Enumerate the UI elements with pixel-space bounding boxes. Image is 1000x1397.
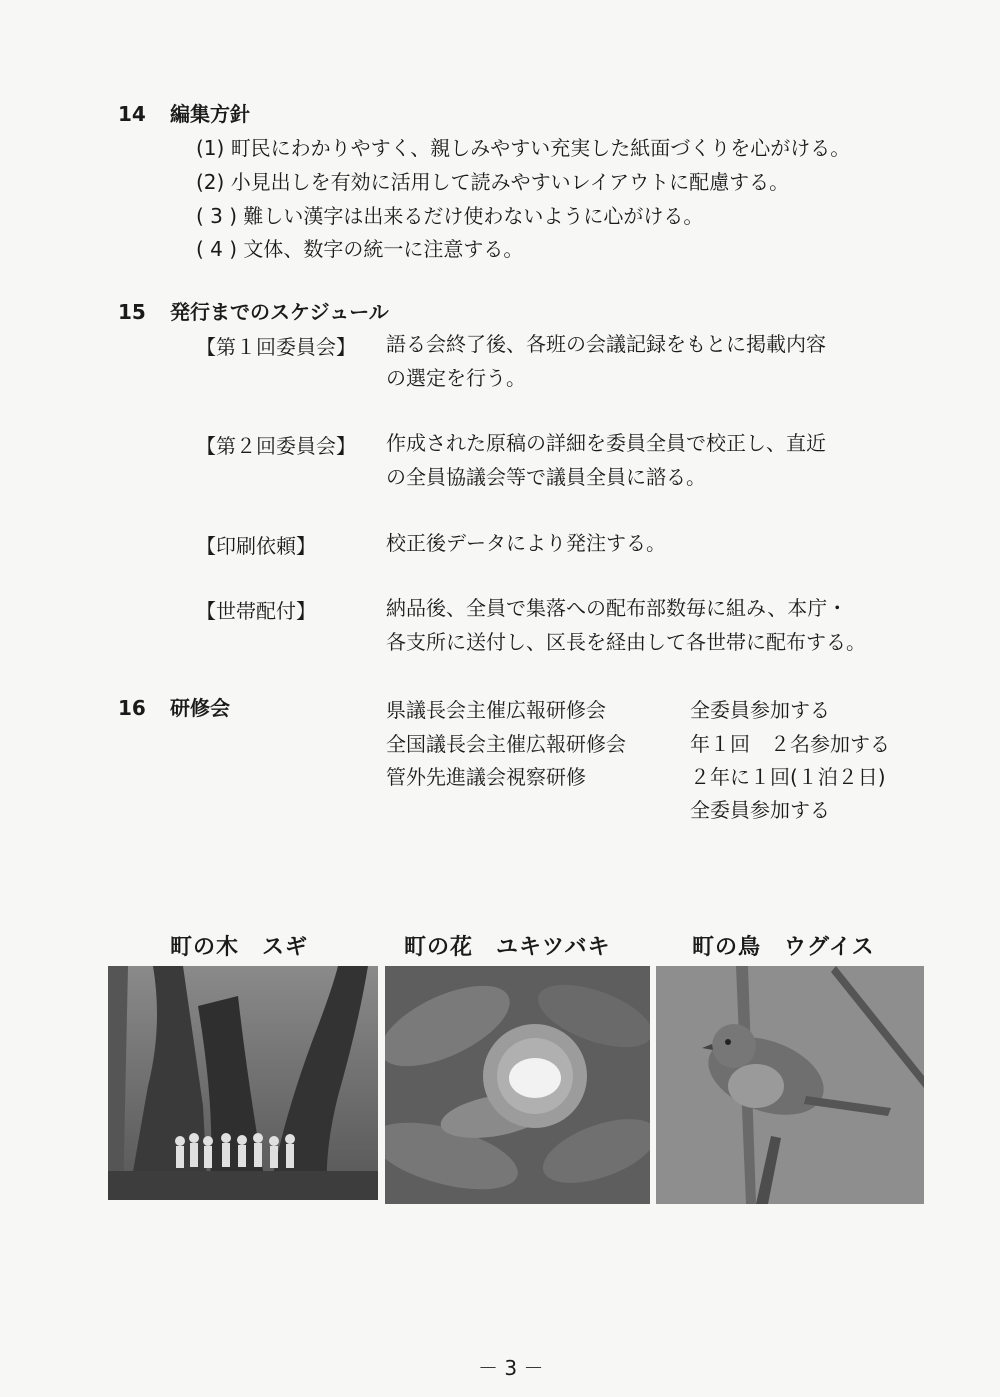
schedule-text-1 [386, 327, 866, 395]
section-15-heading [118, 296, 389, 325]
schedule-text-2 [386, 426, 866, 494]
cedar-tree-photo [108, 966, 378, 1200]
schedule-label-4: 【世帯配付】 [196, 599, 316, 623]
section-15-number: 15 [118, 300, 146, 324]
schedule-text-2-line-2: の全員協議会等で議員全員に諮る。 [386, 465, 706, 489]
schedule-label-1: 【第１回委員会】 [196, 335, 356, 359]
section-14-item-1: (1) 町民にわかりやすく、親しみやすい充実した紙面づくりを心がける。 [196, 136, 851, 160]
schedule-label-2: 【第２回委員会】 [196, 434, 356, 458]
caption-tree: 町の木 スギ [170, 935, 309, 960]
schedule-text-4-line-2: 各支所に送付し、区長を経由して各世帯に配布する。 [386, 630, 866, 654]
page-number: － 3 － [478, 1356, 544, 1380]
section-14-item-4: ( 4 ) 文体、数字の統一に注意する。 [196, 237, 524, 261]
training-name-1: 県議長会主催広報研修会 [386, 698, 606, 722]
section-16-number: 16 [118, 696, 146, 720]
training-name-2: 全国議長会主催広報研修会 [386, 732, 626, 756]
section-14-number: 14 [118, 102, 146, 126]
training-detail-3: ２年に１回(１泊２日) [690, 765, 886, 789]
schedule-text-4 [386, 591, 906, 659]
section-16-heading [118, 692, 230, 721]
section-14-heading [118, 98, 250, 127]
schedule-text-1-line-2: の選定を行う。 [386, 366, 526, 390]
schedule-label-3: 【印刷依頼】 [196, 534, 316, 558]
training-detail-1: 全委員参加する [690, 698, 830, 722]
section-16-title: 研修会 [170, 696, 230, 720]
schedule-text-2-line-1: 作成された原稿の詳細を委員全員で校正し、直近 [386, 431, 826, 455]
caption-flower: 町の花 ユキツバキ [404, 935, 611, 960]
section-14-item-2: (2) 小見出しを有効に活用して読みやすいレイアウトに配慮する。 [196, 170, 790, 194]
schedule-text-3-line-1: 校正後データにより発注する。 [386, 531, 666, 555]
section-14-title: 編集方針 [170, 102, 250, 126]
warbler-photo [656, 966, 924, 1204]
camellia-photo [385, 966, 650, 1204]
caption-bird: 町の鳥 ウグイス [692, 935, 875, 960]
section-15-title: 発行までのスケジュール [170, 300, 389, 324]
schedule-text-4-line-1: 納品後、全員で集落への配布部数毎に組み、本庁・ [386, 596, 848, 620]
schedule-text-3 [386, 526, 866, 560]
section-14-item-3: ( 3 ) 難しい漢字は出来るだけ使わないように心がける。 [196, 204, 704, 228]
training-name-3: 管外先進議会視察研修 [386, 765, 586, 789]
training-detail-3-extra: 全委員参加する [690, 798, 830, 822]
training-detail-2: 年１回 ２名参加する [690, 732, 890, 756]
schedule-text-1-line-1: 語る会終了後、各班の会議記録をもとに掲載内容 [386, 332, 826, 356]
